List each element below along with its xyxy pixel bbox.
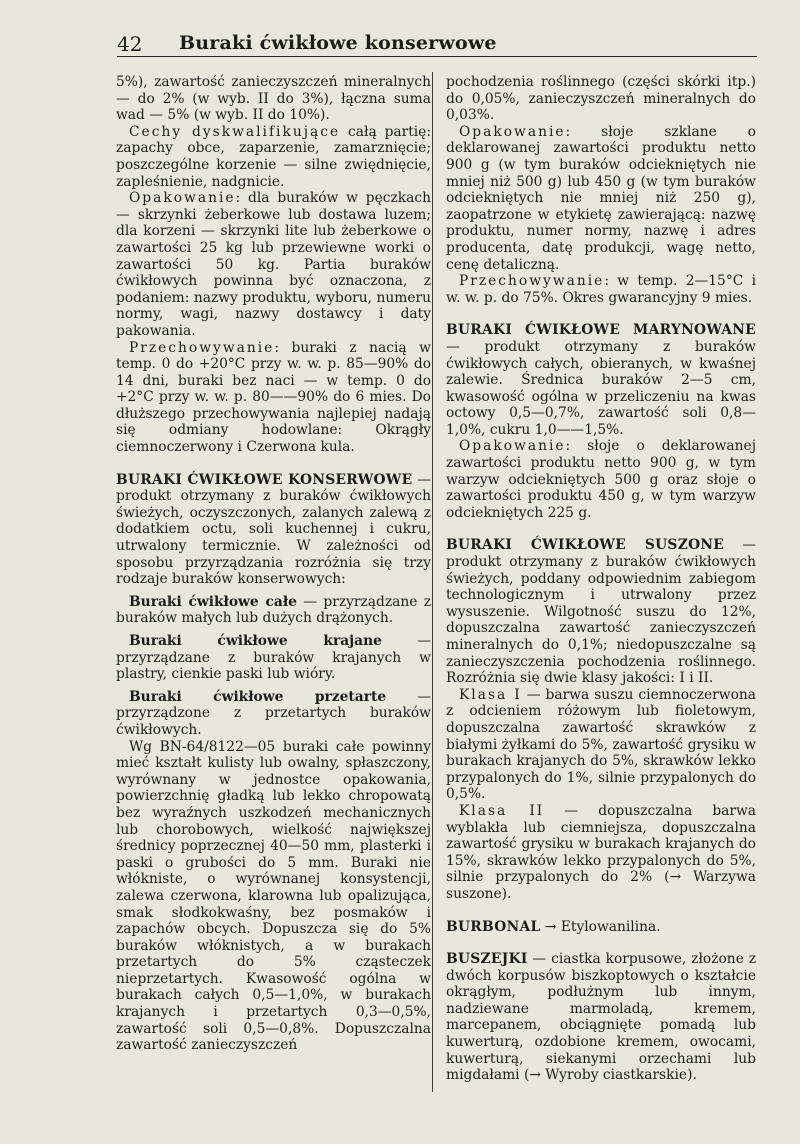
term: Klasa I — [459, 686, 522, 703]
entry-headword: BURAKI ĆWIKŁOWE SUSZONE — [446, 537, 725, 554]
paragraph: 5%), zawartość zanieczyszczeń mineralnych — do 2% (w wyb. II do 3%), łączna suma wad — 5% (w wyb. II do 10%). — [116, 74, 431, 124]
subentry — [116, 689, 431, 739]
term: Opakowanie — [459, 123, 566, 140]
subentry-headword: Buraki ćwikłowe krajane — [129, 633, 382, 649]
paragraph — [116, 190, 431, 339]
entry-headword: BURAKI ĆWIKŁOWE MARYNOWANE — [446, 322, 756, 339]
paragraph-text: : buraki z nacią w temp. 0 do +20°C przy w. w. p. 85—90% do 14 dni, buraki bez naci — w temp. 0 do +2°C przy w. w. p. 80——90% do 6 mies. Do dłuższego przechowywania najlepiej nadają się odmiany hodowlane: Okrągły ciemnoczerwony i Czerwona kula. — [116, 339, 431, 456]
entry-headword: BURAKI ĆWIKŁOWE KONSERWOWE — [116, 471, 413, 488]
term: Opakowanie — [459, 438, 566, 455]
entry-text: — produkt otrzymany z buraków ćwikłowych świeżych, oczyszczonych, zalanych zalewą z dodatkiem octu, soli kuchennej i cukru, utrwalony termicznie. W zależności od sposobu przyrządzania rozróżnia się trzy rodzaje buraków konserwowych: — [116, 471, 431, 588]
entry-text: — produkt otrzymany z buraków ćwikłowych całych, obieranych, w kwaśnej zalewie. Średnica buraków 2—5 cm, kwasowość ogólna w przeliczeniu na kwas octowy 0,5—0,7%, zawartość soli 0,8—1,0%, cukru 1,0——1,5%. — [446, 338, 756, 438]
entry-headword: BURBONAL — [446, 918, 541, 935]
dictionary-entry — [446, 951, 756, 1084]
left-column — [116, 74, 431, 1054]
term: Klasa II — [459, 802, 545, 819]
paragraph-text: — dopuszczalna barwa wyblakła lub ciemniejsza, dopuszczalna zawartość grysiku w burakach krajanych do 15%, skrawków lekko przypalonych do 5%, silnie przypalonych do 2% (→ Warzywa suszone). — [446, 802, 757, 902]
dictionary-entry — [116, 472, 431, 588]
paragraph-text: — barwa suszu ciemnoczerwona z odcieniem różowym lub fioletowym, dopuszczalna zawartość skrawków z białymi żyłkami do 5%, zawartość grysiku w burakach krajanych do 5%, skrawków lekko przypalonych do 1%, silnie przypalonych do 0,5%. — [446, 686, 756, 803]
dictionary-entry — [446, 322, 756, 438]
paragraph-text: : słoje o deklarowanej zawartości produktu netto 900 g, w tym warzyw odciekniętych 500 g oraz słoje o zawartości produktu 450 g, w tym warzyw odciekniętych 225 g. — [446, 438, 756, 521]
paragraph — [446, 124, 756, 273]
dictionary-entry — [446, 919, 756, 936]
entry-headword: BUSZEJKI — [446, 951, 528, 968]
paragraph — [116, 340, 431, 456]
term: Opakowanie — [129, 190, 236, 207]
entry-text: → Etylowanilina. — [540, 918, 661, 935]
subentry-headword: Buraki ćwikłowe przetarte — [129, 688, 387, 705]
paragraph-text: całą partię: zapachy obce, zaparzenie, zamarznięcie; poszczególne korzenie — silne zwiędnięcie, zapleśnienie, nadgnicie. — [116, 123, 431, 190]
paragraph-text: : dla buraków w pęczkach — skrzynki żeberkowe lub dostawa luzem; dla korzeni — skrzynki lite lub żeberkowe o zawartości 25 kg lub przewiewne worki o zawartości 50 kg. Partia buraków ćwikłowych powinna być oznaczona, z podaniem: nazwy produktu, wyboru, numeru normy, wagi, nazwy dostawcy i daty pakowania. — [116, 190, 431, 339]
paragraph — [446, 273, 756, 306]
paragraph — [446, 687, 756, 803]
header-rule — [117, 56, 757, 57]
paragraph — [446, 803, 756, 903]
running-header — [117, 28, 757, 58]
paragraph — [116, 124, 431, 190]
term: Cechy dyskwalifikujące — [129, 123, 341, 140]
subentry — [116, 594, 431, 627]
right-column — [446, 74, 756, 1084]
subentry-text: — przyrządzone z przetartych buraków ćwikłowych. — [116, 688, 431, 738]
subentry-text: — przyrządzane z buraków krajanych w plastry, cienkie paski lub wióry. — [116, 633, 432, 683]
dictionary-entry — [446, 537, 756, 686]
term: Przechowywanie — [129, 339, 275, 356]
paragraph-text: : słoje szklane o deklarowanej zawartości produktu netto 900 g (w tym buraków odciekniętych nie mniej niż 500 g) lub 450 g (w tym buraków odciekniętych nie mniej niż 250 g), zaopatrzone w etykietę zawierającą: nazwę produktu, numer normy, nazwę i adres producenta, datę produkcji, wagę netto, cenę detaliczną. — [446, 123, 756, 273]
subentry-headword: Buraki ćwikłowe całe — [129, 593, 297, 610]
subentry — [116, 633, 431, 683]
column-divider — [432, 72, 433, 1092]
entry-text: — produkt otrzymany z buraków ćwikłowych świeżych, poddany odpowiednim zabiegom technologicznym i utrwalony przez wysuszenie. Wilgotność suszu do 12%, dopuszczalna zawartość zanieczyszczeń mineralnych do 0,1%; niedopuszczalne są zanieczyszczenia pochodzenia roślinnego. Rozróżnia się dwie klasy jakości: I i II. — [446, 537, 756, 687]
paragraph: Wg BN-64/8122—05 buraki całe powinny mieć kształt kulisty lub owalny, spłaszczony, wyrównany w jednostce opakowania, powierzchnię gładką lub lekko chropowatą bez wyraźnych uszkodzeń mechanicznych lub chorobowych, wielkość największej średnicy poprzecznej 40—50 mm, plasterki i paski o grubości do 5 mm. Buraki nie włókniste, o wyrównanej konsystencji, zalewa czerwona, klarowna lub opalizująca, smak słodkokwaśny, bez posmaków i zapachów obcych. Dopuszcza się do 5% buraków włóknistych, a w burakach przetartych do 5% cząsteczek nieprzetartych. Kwasowość ogólna w burakach całych 0,5—1,0%, w burakach krajanych i przetartych 0,3—0,5%, zawartość soli 0,5—0,8%. Dopuszczalna zawartość zanieczyszczeń — [116, 738, 431, 1054]
paragraph-text: : w temp. 2—15°C i w. w. p. do 75%. Okres gwarancyjny 9 mies. — [446, 273, 756, 306]
paragraph — [446, 438, 756, 521]
paragraph: pochodzenia roślinnego (części skórki itp.) do 0,05%, zanieczyszczeń mineralnych do 0,03%. — [446, 74, 756, 124]
term: Przechowywanie — [459, 273, 605, 290]
subentry-text: — przyrządzane z buraków małych lub dużych drążonych. — [116, 593, 431, 627]
entry-text: — ciastka korpusowe, złożone z dwóch korpusów biszkoptowych o kształcie okrągłym, podłużnym lub innym, nadziewane marmoladą, kremem, marcepanem, obciągnięte pomadą lub kuwerturą, ozdobione kremem, owocami, kuwerturą, siekanymi orzechami lub migdałami (→ Wyroby ciastkarskie). — [446, 951, 756, 1084]
running-title: Buraki ćwikłowe konserwowe — [179, 32, 497, 54]
page-number: 42 — [117, 32, 143, 56]
